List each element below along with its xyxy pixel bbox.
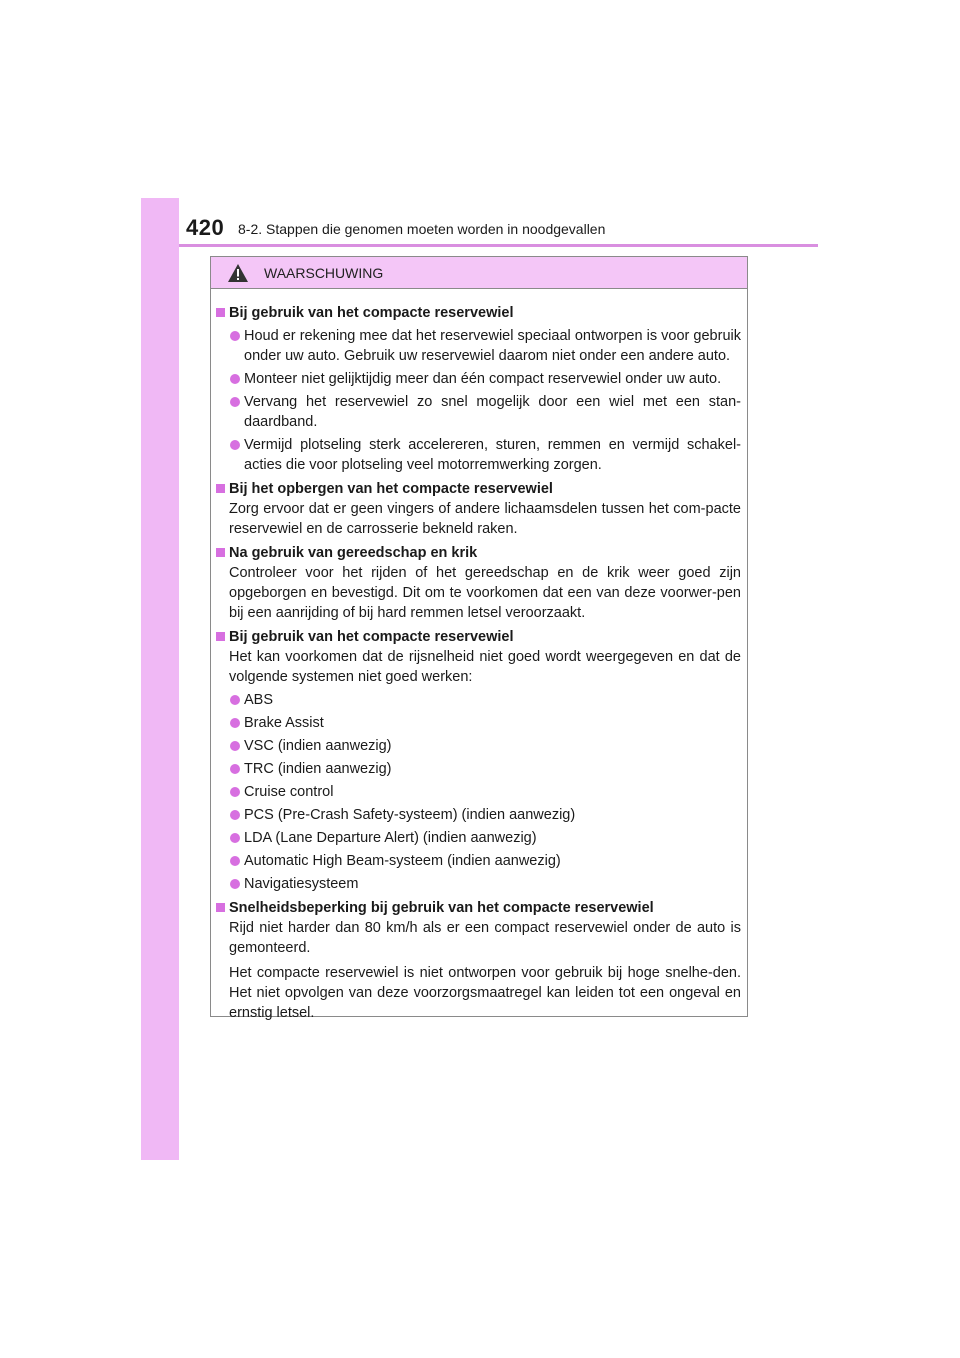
round-bullet-icon <box>230 397 240 407</box>
bullet-item <box>216 851 741 871</box>
warning-body <box>211 289 747 1023</box>
round-bullet-icon <box>230 374 240 384</box>
bullet-list <box>216 690 741 894</box>
topic-heading-text: Bij het opbergen van het compacte reservewiel <box>229 481 553 497</box>
bullet-item <box>216 759 741 779</box>
bullet-text: ABS <box>244 692 274 708</box>
topic-heading <box>216 479 741 499</box>
bullet-text: Automatic High Beam-systeem (indien aanwezig) <box>244 853 561 869</box>
warning-title: WAARSCHUWING <box>264 264 384 281</box>
bullet-item <box>216 435 741 475</box>
square-bullet-icon <box>216 903 225 912</box>
topic-heading-text: Bij gebruik van het compacte reservewiel <box>229 305 514 321</box>
bullet-item <box>216 392 741 432</box>
topic-heading <box>216 303 741 323</box>
topic-paragraph: Het compacte reservewiel is niet ontworpen voor gebruik bij hoge snelhe-den. Het niet opvolgen van deze voorzorgsmaatregel kan leiden tot een ongeval en ernstig letsel. <box>229 965 741 1021</box>
round-bullet-icon <box>230 764 240 774</box>
bullet-item <box>216 782 741 802</box>
bullet-item <box>216 369 741 389</box>
round-bullet-icon <box>230 695 240 705</box>
bullet-text: Vermijd plotseling sterk accelereren, sturen, remmen en vermijd schakel-acties die voor plotseling veel motorremwerking zorgen. <box>244 437 741 473</box>
bullet-text: Monteer niet gelijktijdig meer dan één compact reservewiel onder uw auto. <box>244 371 722 387</box>
bullet-item <box>216 828 741 848</box>
topic-heading-text: Bij gebruik van het compacte reservewiel <box>229 629 514 645</box>
topic-heading-text: Na gebruik van gereedschap en krik <box>229 545 478 561</box>
bullet-text: Houd er rekening mee dat het reservewiel speciaal ontworpen is voor gebruik onder uw auto. Gebruik uw reservewiel daarom niet onder een andere auto. <box>244 328 741 364</box>
bullet-item <box>216 805 741 825</box>
topic-paragraph: Het kan voorkomen dat de rijsnelheid niet goed wordt weergegeven en dat de volgende systemen niet goed werken: <box>229 649 741 685</box>
bullet-item <box>216 736 741 756</box>
topic-heading <box>216 543 741 563</box>
warning-triangle-icon <box>227 263 249 283</box>
topic-paragraph: Rijd niet harder dan 80 km/h als er een compact reservewiel onder de auto is gemonteerd. <box>229 920 741 956</box>
round-bullet-icon <box>230 833 240 843</box>
topic-heading-text: Snelheidsbeperking bij gebruik van het compacte reservewiel <box>229 900 654 916</box>
square-bullet-icon <box>216 632 225 641</box>
topic-paragraph: Controleer voor het rijden of het gereedschap en de krik weer goed zijn opgeborgen en bevestigd. Dit om te voorkomen dat een van deze voorwer-pen bij een aanrijding of bij hard remmen letsel veroorzaakt. <box>229 565 741 621</box>
bullet-text: VSC (indien aanwezig) <box>244 738 392 754</box>
round-bullet-icon <box>230 856 240 866</box>
topic-heading <box>216 898 741 918</box>
page-number: 420 <box>186 215 225 240</box>
warning-header <box>211 257 747 289</box>
round-bullet-icon <box>230 440 240 450</box>
bullet-text: LDA (Lane Departure Alert) (indien aanwezig) <box>244 830 537 846</box>
bullet-text: Cruise control <box>244 784 334 800</box>
bullet-item <box>216 874 741 894</box>
round-bullet-icon <box>230 787 240 797</box>
round-bullet-icon <box>230 331 240 341</box>
bullet-text: Navigatiesysteem <box>244 876 359 892</box>
square-bullet-icon <box>216 484 225 493</box>
round-bullet-icon <box>230 718 240 728</box>
section-title: 8-2. Stappen die genomen moeten worden in noodgevallen <box>238 221 606 237</box>
bullet-item <box>216 326 741 366</box>
bullet-text: Brake Assist <box>244 715 324 731</box>
round-bullet-icon <box>230 879 240 889</box>
chapter-side-strip <box>141 198 179 1160</box>
header-rule <box>179 244 818 247</box>
square-bullet-icon <box>216 308 225 317</box>
bullet-item <box>216 690 741 710</box>
square-bullet-icon <box>216 548 225 557</box>
warning-box <box>210 256 748 1021</box>
round-bullet-icon <box>230 810 240 820</box>
bullet-item <box>216 713 741 733</box>
bullet-list <box>216 326 741 475</box>
bullet-text: PCS (Pre-Crash Safety-systeem) (indien aanwezig) <box>244 807 576 823</box>
topic-heading <box>216 627 741 647</box>
topic-paragraph: Zorg ervoor dat er geen vingers of andere lichaamsdelen tussen het com-pacte reservewiel en de carrosserie bekneld raken. <box>229 501 741 537</box>
bullet-text: Vervang het reservewiel zo snel mogelijk door een wiel met een stan-daardband. <box>244 394 741 430</box>
round-bullet-icon <box>230 741 240 751</box>
bullet-text: TRC (indien aanwezig) <box>244 761 392 777</box>
